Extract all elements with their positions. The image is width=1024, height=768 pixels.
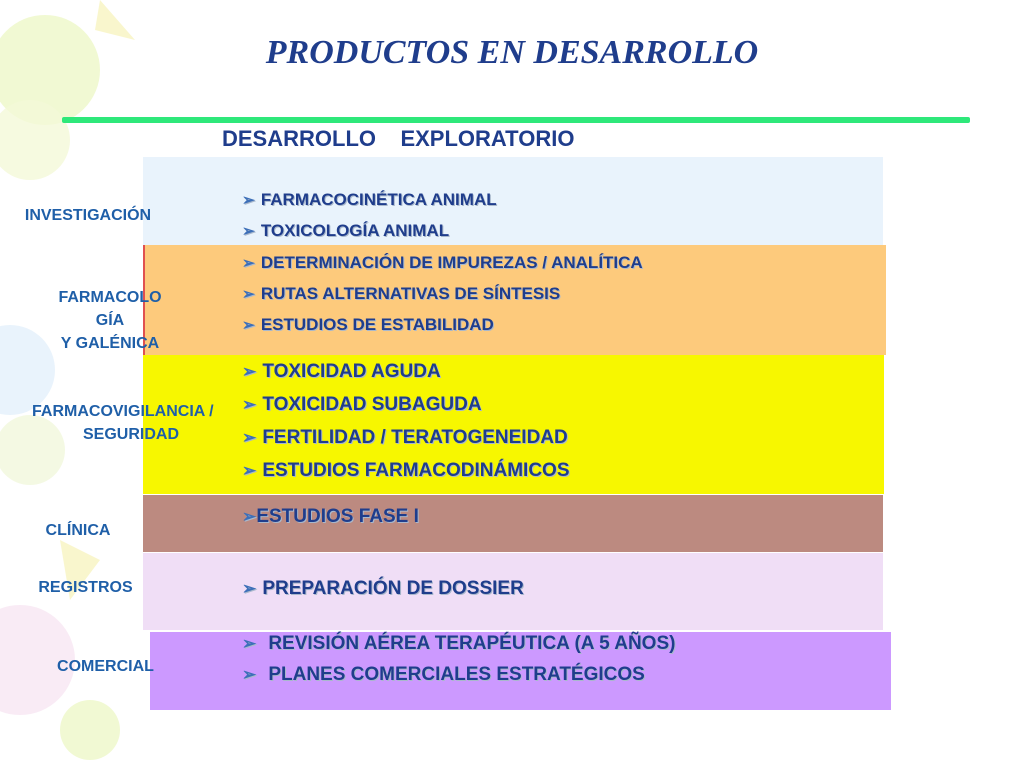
list-item <box>242 309 643 340</box>
arrow-bullet-icon: ➢ <box>242 255 255 272</box>
arrow-bullet-icon: ➢ <box>242 461 257 480</box>
list-item-text: ESTUDIOS FARMACODINÁMICOS <box>262 460 570 481</box>
list-item-text: DETERMINACIÓN DE IMPUREZAS / ANALÍTICA <box>260 253 643 272</box>
label-investigacion <box>8 204 168 227</box>
list-item-text: REVISIÓN AÉREA TERAPÉUTICA (A 5 AÑOS) <box>268 633 676 654</box>
list-item <box>242 184 497 215</box>
page-title: PRODUCTOS EN DESARROLLO <box>265 34 759 71</box>
list-comercial <box>242 628 675 690</box>
arrow-bullet-icon: ➢ <box>242 507 257 526</box>
list-item-text: ESTUDIOS FASE I <box>256 506 419 527</box>
label-registros <box>18 576 153 599</box>
list-item <box>242 454 570 487</box>
list-item <box>242 388 570 421</box>
label-registros-text: REGISTROS <box>38 579 133 596</box>
arrow-bullet-icon: ➢ <box>242 579 257 598</box>
list-item <box>242 355 570 388</box>
list-item-text: ESTUDIOS DE ESTABILIDAD <box>260 315 494 334</box>
list-item <box>242 421 570 454</box>
arrow-bullet-icon: ➢ <box>242 223 255 240</box>
list-item <box>242 278 643 309</box>
list-investigacion <box>242 184 497 246</box>
arrow-bullet-icon: ➢ <box>242 317 255 334</box>
arrow-bullet-icon: ➢ <box>242 665 257 684</box>
label-farmacologia <box>40 286 180 355</box>
list-registros <box>242 572 524 605</box>
label-farmacologia-line-1: FARMACOLO <box>58 289 162 306</box>
label-farmacovigilancia <box>25 400 265 446</box>
label-farmacovigilancia-line-2: SEGURIDAD <box>83 426 180 443</box>
list-item-text: PLANES COMERCIALES ESTRATÉGICOS <box>268 664 645 685</box>
list-item-text: TOXICIDAD SUBAGUDA <box>262 394 482 415</box>
list-item <box>242 215 497 246</box>
list-item <box>242 247 643 278</box>
list-item <box>242 628 675 659</box>
list-item <box>242 659 675 690</box>
arrow-bullet-icon: ➢ <box>242 286 255 303</box>
list-item <box>242 572 524 605</box>
label-clinica <box>28 519 128 542</box>
label-clinica-text: CLÍNICA <box>45 522 111 539</box>
label-farmacologia-line-2: GÍA <box>95 312 125 329</box>
list-item-text: PREPARACIÓN DE DOSSIER <box>262 578 524 599</box>
arrow-bullet-icon: ➢ <box>242 634 257 653</box>
list-clinica <box>242 500 419 533</box>
list-item-text: TOXICIDAD AGUDA <box>262 361 441 382</box>
label-comercial-text: COMERCIAL <box>57 658 154 675</box>
list-farmacovigilancia <box>242 355 570 487</box>
list-item-text: TOXICOLOGÍA ANIMAL <box>260 221 450 240</box>
section-subtitle: DESARROLLO EXPLORATORIO <box>222 126 575 151</box>
list-item-text: FARMACOCINÉTICA ANIMAL <box>260 190 497 209</box>
arrow-bullet-icon: ➢ <box>242 395 257 414</box>
arrow-bullet-icon: ➢ <box>242 192 255 209</box>
label-farmacologia-line-3: Y GALÉNICA <box>60 335 160 352</box>
label-farmacovigilancia-line-1: FARMACOVIGILANCIA / <box>32 403 214 420</box>
arrow-bullet-icon: ➢ <box>242 362 257 381</box>
label-comercial <box>38 655 173 678</box>
arrow-bullet-icon: ➢ <box>242 428 257 447</box>
list-item-text: RUTAS ALTERNATIVAS DE SÍNTESIS <box>260 284 561 303</box>
list-farmacologia <box>242 247 643 340</box>
list-item <box>242 500 419 533</box>
label-investigacion-text: INVESTIGACIÓN <box>24 207 152 224</box>
list-item-text: FERTILIDAD / TERATOGENEIDAD <box>262 427 568 448</box>
divider-rule <box>62 117 970 123</box>
